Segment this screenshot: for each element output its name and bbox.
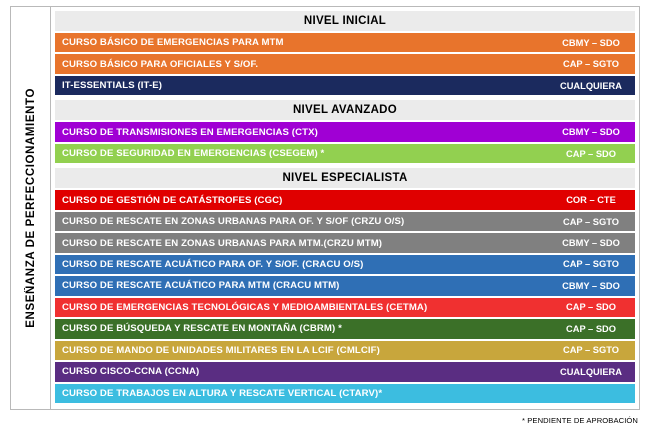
course-title: CURSO DE RESCATE ACUÁTICO PARA OF. Y S/OF. (CRACU O/S)	[55, 255, 547, 274]
course-rank: CUALQUIERA	[547, 76, 635, 95]
course-row[interactable]	[55, 233, 635, 252]
course-row[interactable]	[55, 362, 635, 381]
course-rank: CAP – SDO	[547, 298, 635, 317]
course-rank: CAP – SGTO	[547, 341, 635, 360]
course-row[interactable]	[55, 33, 635, 52]
section-header-nivel-avanzado: NIVEL AVANZADO	[55, 100, 635, 120]
course-title: IT-ESSENTIALS (IT-E)	[55, 76, 547, 95]
course-title: CURSO DE SEGURIDAD EN EMERGENCIAS (CSEGEM) *	[55, 144, 547, 163]
course-row[interactable]	[55, 384, 635, 403]
course-title: CURSO DE RESCATE EN ZONAS URBANAS PARA OF. Y S/OF (CRZU O/S)	[55, 212, 547, 231]
course-rank: CBMY – SDO	[547, 122, 635, 141]
courses-table-frame	[10, 6, 640, 410]
course-rank	[547, 384, 635, 403]
course-title: CURSO DE RESCATE ACUÁTICO PARA MTM (CRACU MTM)	[55, 276, 547, 295]
course-title: CURSO DE BÚSQUEDA Y RESCATE EN MONTAÑA (CBRM) *	[55, 319, 547, 338]
course-row[interactable]	[55, 54, 635, 73]
course-title: CURSO DE TRANSMISIONES EN EMERGENCIAS (CTX)	[55, 122, 547, 141]
course-rank: CAP – SGTO	[547, 255, 635, 274]
course-rank: CUALQUIERA	[547, 362, 635, 381]
course-title: CURSO DE GESTIÓN DE CATÁSTROFES (CGC)	[55, 190, 547, 209]
vertical-axis-label-text: ENSEÑANZA DE PERFECCIONAMIENTO	[24, 88, 37, 328]
course-rank: CAP – SGTO	[547, 54, 635, 73]
course-rank: CAP – SDO	[547, 144, 635, 163]
course-row[interactable]	[55, 341, 635, 360]
course-rank: CAP – SGTO	[547, 212, 635, 231]
course-rank: CBMY – SDO	[547, 276, 635, 295]
footnote: * PENDIENTE DE APROBACIÓN	[521, 416, 638, 425]
course-row[interactable]	[55, 122, 635, 141]
course-rank: CBMY – SDO	[547, 233, 635, 252]
course-title: CURSO DE TRABAJOS EN ALTURA Y RESCATE VERTICAL (CTARV)*	[55, 384, 547, 403]
course-row[interactable]	[55, 319, 635, 338]
course-rank: CBMY – SDO	[547, 33, 635, 52]
course-title: CURSO DE MANDO DE UNIDADES MILITARES EN LA LCIF (CMLCIF)	[55, 341, 547, 360]
course-row[interactable]	[55, 255, 635, 274]
course-row[interactable]	[55, 298, 635, 317]
course-title: CURSO BÁSICO DE EMERGENCIAS PARA MTM	[55, 33, 547, 52]
course-title: CURSO DE EMERGENCIAS TECNOLÓGICAS Y MEDIOAMBIENTALES (CETMA)	[55, 298, 547, 317]
course-rank: CAP – SDO	[547, 319, 635, 338]
course-row[interactable]	[55, 144, 635, 163]
course-row[interactable]	[55, 190, 635, 209]
course-title: CURSO CISCO-CCNA (CCNA)	[55, 362, 547, 381]
sections-container	[51, 7, 639, 409]
course-title: CURSO DE RESCATE EN ZONAS URBANAS PARA MTM.(CRZU MTM)	[55, 233, 547, 252]
course-rank: COR – CTE	[547, 190, 635, 209]
course-row[interactable]	[55, 76, 635, 95]
section-header-nivel-especialista: NIVEL ESPECIALISTA	[55, 168, 635, 188]
course-title: CURSO BÁSICO PARA OFICIALES Y S/OF.	[55, 54, 547, 73]
course-row[interactable]	[55, 212, 635, 231]
course-row[interactable]	[55, 276, 635, 295]
section-header-nivel-inicial: NIVEL INICIAL	[55, 11, 635, 31]
vertical-axis-label	[11, 7, 51, 409]
